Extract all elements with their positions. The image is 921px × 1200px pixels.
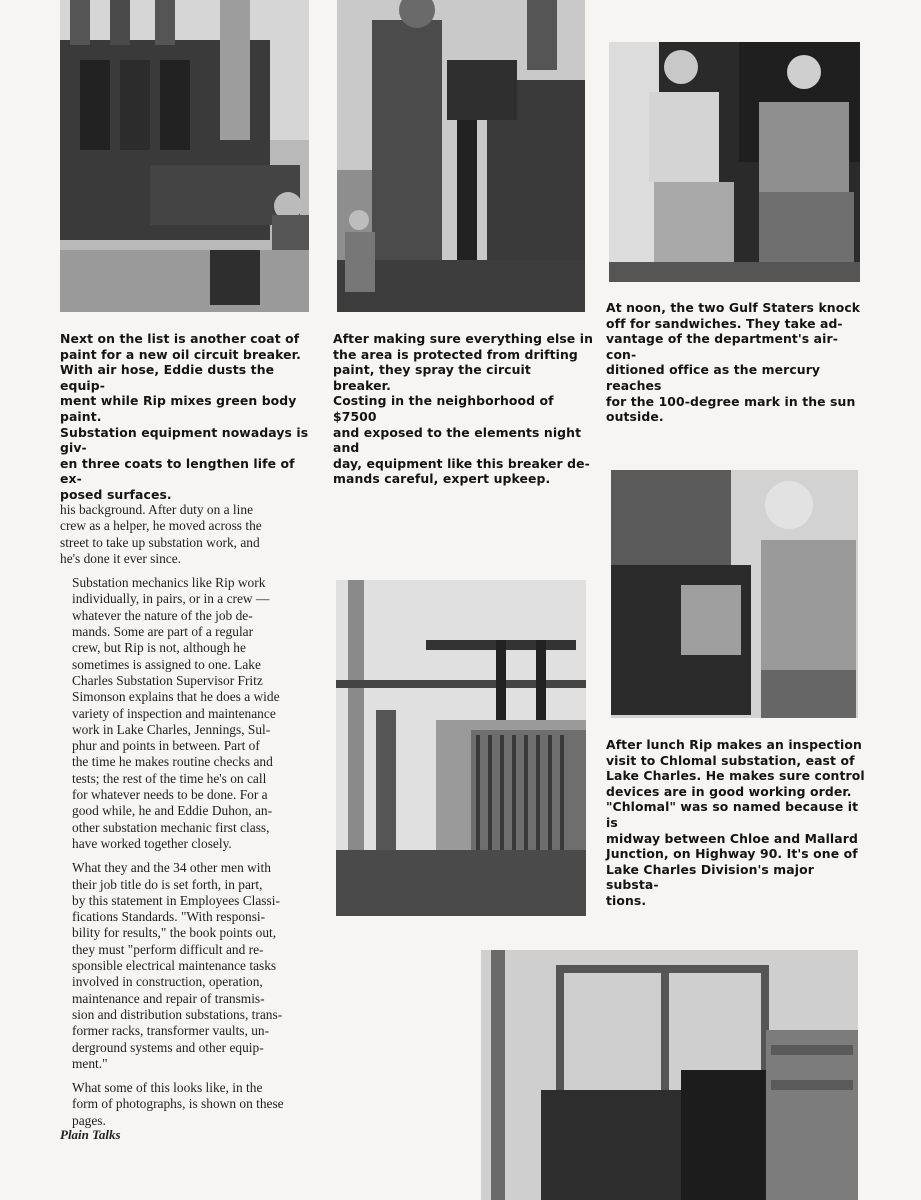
caption-line: "Chlomal" was so named because it is [606, 799, 859, 830]
article-line: fications Standards. "With responsi- [72, 909, 266, 925]
article-line: form of photographs, is shown on these [72, 1096, 284, 1112]
caption-line: Junction, on Highway 90. It's one of [606, 846, 858, 862]
article-line: What some of this looks like, in the [72, 1080, 263, 1096]
photo-substation-truck [481, 950, 858, 1200]
caption-line: Costing in the neighborhood of $7500 [333, 393, 554, 424]
photo-lunch-break [609, 42, 860, 282]
caption-line: ment while Rip mixes green body paint. [60, 393, 297, 424]
article-line: pages. [72, 1112, 106, 1128]
article-line: Substation mechanics like Rip work [72, 575, 266, 591]
caption-line: mands careful, expert upkeep. [333, 471, 551, 487]
article-line: phur and points in between. Part of [72, 738, 260, 754]
article-paragraph [60, 575, 316, 852]
caption-line: paint, they spray the circuit breaker. [333, 362, 531, 393]
caption-line: Substation equipment nowadays is giv- [60, 424, 309, 456]
photo-chlomal-inspection [611, 470, 858, 718]
caption-circuit-breaker [333, 331, 593, 487]
caption-line: vantage of the department's air-con- [606, 331, 838, 362]
article-line: variety of inspection and maintenance [72, 705, 276, 721]
article-line: other substation mechanic first class, [72, 819, 270, 835]
article-line: maintenance and repair of transmis- [72, 990, 265, 1006]
caption-line: paint for a new oil circuit breaker. [60, 346, 301, 362]
article-line: Charles Substation Supervisor Fritz [72, 672, 263, 688]
article-line: have worked together closely. [72, 835, 232, 851]
caption-line: After making sure everything else in [333, 331, 593, 346]
caption-line: Lake Charles. He makes sure control [606, 768, 865, 784]
article-line: individually, in pairs, or in a crew — [72, 591, 270, 607]
article-line: street to take up substation work, and [60, 534, 260, 550]
caption-line: tions. [606, 892, 647, 908]
caption-line: en three coats to lengthen life of ex- [60, 455, 295, 487]
caption-line: day, equipment like this breaker de- [333, 455, 590, 471]
caption-line: off for sandwiches. They take ad- [606, 315, 843, 331]
photo-oil-circuit-breaker [60, 0, 309, 312]
photo-circuit-breaker-spray [337, 0, 585, 312]
article-body [60, 502, 316, 1137]
article-line: derground systems and other equip- [72, 1039, 264, 1055]
article-line: work in Lake Charles, Jennings, Sul- [72, 721, 271, 737]
caption-line: devices are in good working order. [606, 783, 852, 799]
article-line: mands. Some are part of a regular [72, 624, 254, 640]
caption-noon [606, 300, 868, 425]
article-line: they must "perform difficult and re- [72, 941, 264, 957]
article-line: bility for results," the book points out, [72, 925, 277, 941]
article-line: whatever the nature of the job de- [72, 607, 253, 623]
article-line: involved in construction, operation, [72, 974, 263, 990]
article-line: What they and the 34 other men with [72, 860, 271, 876]
article-line: former racks, transformer vaults, un- [72, 1023, 270, 1039]
article-line: crew as a helper, he moved across the [60, 518, 262, 534]
caption-line: ditioned office as the mercury reaches [606, 362, 821, 393]
caption-line: With air hose, Eddie dusts the equip- [60, 362, 275, 393]
caption-line: After lunch Rip makes an inspection [606, 737, 862, 752]
caption-line: At noon, the two Gulf Staters knock [606, 300, 861, 315]
caption-oil-circuit-breaker [60, 331, 320, 503]
article-paragraph [60, 502, 316, 567]
article-line: for whatever needs to be done. For a [72, 787, 268, 803]
article-paragraph [60, 860, 316, 1072]
article-line: sometimes is assigned to one. Lake [72, 656, 261, 672]
caption-chlomal [606, 737, 868, 909]
caption-line: the area is protected from drifting [333, 346, 578, 362]
article-line: good while, he and Eddie Duhon, an- [72, 803, 273, 819]
article-line: sion and distribution substations, trans- [72, 1006, 283, 1022]
publication-footer: Plain Talks [60, 1127, 121, 1142]
caption-line: for the 100-degree mark in the sun [606, 393, 856, 409]
photo-substation-transformer [336, 580, 586, 916]
caption-line: Lake Charles Division's major substa- [606, 861, 814, 893]
caption-line: visit to Chlomal substation, east of [606, 752, 855, 768]
article-line: the time he makes routine checks and [72, 754, 273, 770]
article-line: by this statement in Employees Classi- [72, 892, 280, 908]
caption-line: and exposed to the elements night and [333, 424, 582, 456]
article-line: ment." [72, 1055, 108, 1071]
caption-line: posed surfaces. [60, 486, 172, 502]
article-line: their job title do is set forth, in part, [72, 876, 263, 892]
caption-line: midway between Chloe and Mallard [606, 830, 858, 846]
article-line: his background. After duty on a line [60, 502, 254, 517]
article-line: tests; the rest of the time he's on call [72, 770, 267, 786]
article-line: crew, but Rip is not, although he [72, 640, 246, 656]
article-line: Simonson explains that he does a wide [72, 689, 280, 705]
caption-line: outside. [606, 409, 664, 425]
article-line: sponsible electrical maintenance tasks [72, 958, 277, 974]
article-line: he's done it ever since. [60, 550, 182, 566]
caption-line: Next on the list is another coat of [60, 331, 300, 346]
article-paragraph [60, 1080, 316, 1129]
